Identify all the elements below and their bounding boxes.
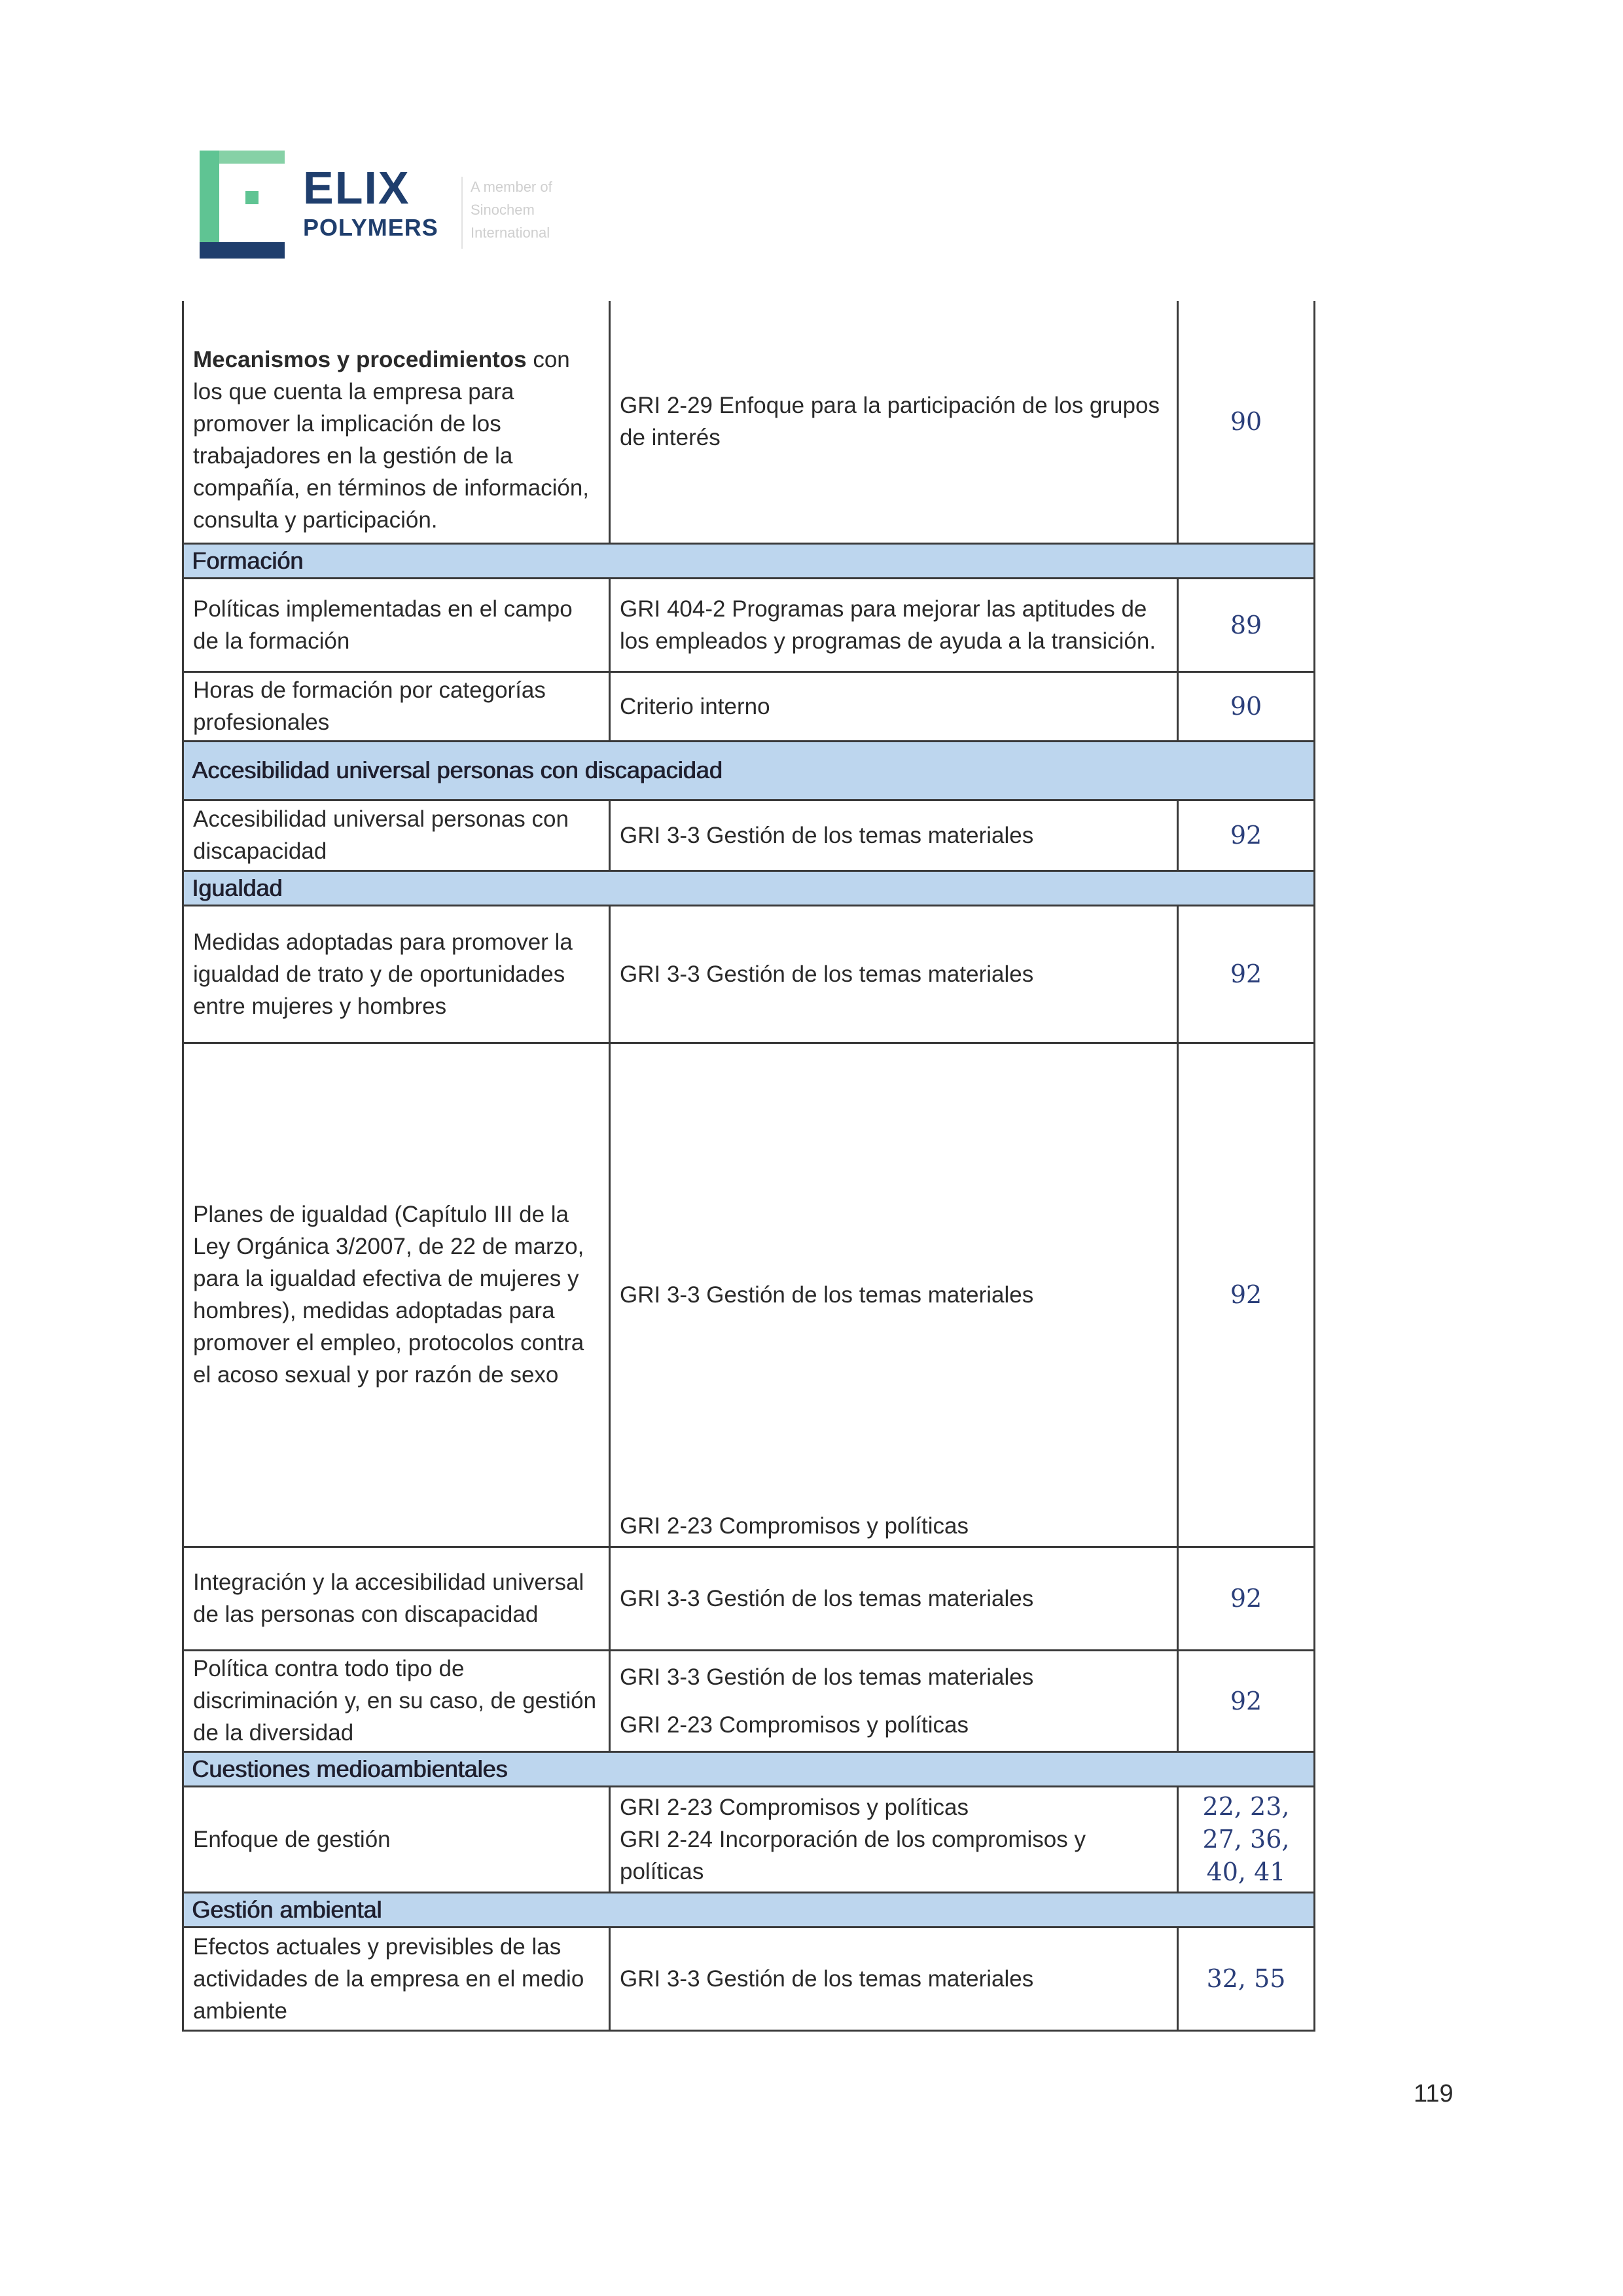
logo-subbrand: POLYMERS [303,214,438,241]
gri-cell: GRI 3-3 Gestión de los temas materiales [610,1927,1178,2030]
criterion-cell: Horas de formación por categorías profesionales [183,672,610,741]
page-ref-cell: 92 [1178,1650,1315,1751]
gri-reference: GRI 2-24 Incorporación de los compromisos y políticas [620,1826,1086,1884]
section-row [183,1751,1315,1786]
gri-cell: GRI 3-3 Gestión de los temas materiales [610,905,1178,1043]
table-row [183,800,1315,870]
section-label: Accesibilidad universal personas con discapacidad [183,741,1315,800]
gri-reference: GRI 3-3 Gestión de los temas materiales [620,1282,1034,1308]
gri-reference: GRI 2-23 Compromisos y políticas [620,1712,969,1738]
page-ref-cell: 32, 55 [1178,1927,1315,2030]
logo-divider [461,177,463,249]
table-row [183,905,1315,1043]
table-row [183,1043,1315,1547]
page-ref-cell: 90 [1178,301,1315,543]
section-label: Formación [183,543,1315,578]
criterion-cell: Política contra todo tipo de discriminación y, en su caso, de gestión de la diversidad [183,1650,610,1751]
table-row [183,672,1315,741]
gri-reference: GRI 2-23 Compromisos y políticas [620,1794,969,1820]
gri-cell [610,1650,1178,1751]
gri-cell: GRI 3-3 Gestión de los temas materiales [610,1547,1178,1650]
page-ref-cell: 92 [1178,800,1315,870]
section-row [183,543,1315,578]
company-logo [200,151,658,262]
page-number: 119 [1414,2080,1454,2108]
page-ref-cell: 92 [1178,1043,1315,1547]
page-ref-cell: 90 [1178,672,1315,741]
section-row [183,870,1315,905]
criterion-cell: Medidas adoptadas para promover la igualdad de trato y de oportunidades entre mujeres y hombres [183,905,610,1043]
page-ref-cell: 92 [1178,1547,1315,1650]
gri-cell: GRI 3-3 Gestión de los temas materiales [610,800,1178,870]
criterion-cell: Mecanismos y procedimientos con los que cuenta la empresa para promover la implicación de los trabajadores en la gestión de la compañía, en términos de información, consulta y participación. [183,301,610,543]
gri-reference-extra: GRI 2-23 Compromisos y políticas [620,1513,969,1539]
logo-tagline: A member of Sinochem International [471,179,552,241]
gri-cell: Criterio interno [610,672,1178,741]
table-row [183,1547,1315,1650]
section-label: Gestión ambiental [183,1892,1315,1927]
criterion-cell: Enfoque de gestión [183,1786,610,1892]
criterion-cell: Planes de igualdad (Capítulo III de la Ley Orgánica 3/2007, de 22 de marzo, para la igualdad efectiva de mujeres y hombres), medidas adoptadas para promover el empleo, protocolos contra el acoso sexual y por razón de sexo [183,1043,610,1547]
gri-cell [610,1043,1178,1547]
criterion-cell: Integración y la accesibilidad universal de las personas con discapacidad [183,1547,610,1650]
page-ref-cell: 22, 23, 27, 36, 40, 41 [1178,1786,1315,1892]
table-row [183,301,1315,543]
logo-brand: ELIX [303,162,410,213]
table-row [183,1650,1315,1751]
gri-cell [610,1786,1178,1892]
page-ref-cell: 89 [1178,578,1315,672]
table-row [183,1927,1315,2030]
section-row [183,1892,1315,1927]
gri-cell: GRI 2-29 Enfoque para la participación de los grupos de interés [610,301,1178,543]
gri-reference: GRI 3-3 Gestión de los temas materiales [620,1664,1034,1690]
criterion-cell: Accesibilidad universal personas con discapacidad [183,800,610,870]
page-ref-cell: 92 [1178,905,1315,1043]
section-label: Cuestiones medioambientales [183,1751,1315,1786]
criterion-cell: Políticas implementadas en el campo de la formación [183,578,610,672]
logo-mark-icon [200,151,285,259]
table-row [183,578,1315,672]
criterion-cell: Efectos actuales y previsibles de las actividades de la empresa en el medio ambiente [183,1927,610,2030]
gri-index-table [182,301,1315,2032]
section-label: Igualdad [183,870,1315,905]
section-row [183,741,1315,800]
gri-cell: GRI 404-2 Programas para mejorar las aptitudes de los empleados y programas de ayuda a la transición. [610,578,1178,672]
table-row [183,1786,1315,1892]
